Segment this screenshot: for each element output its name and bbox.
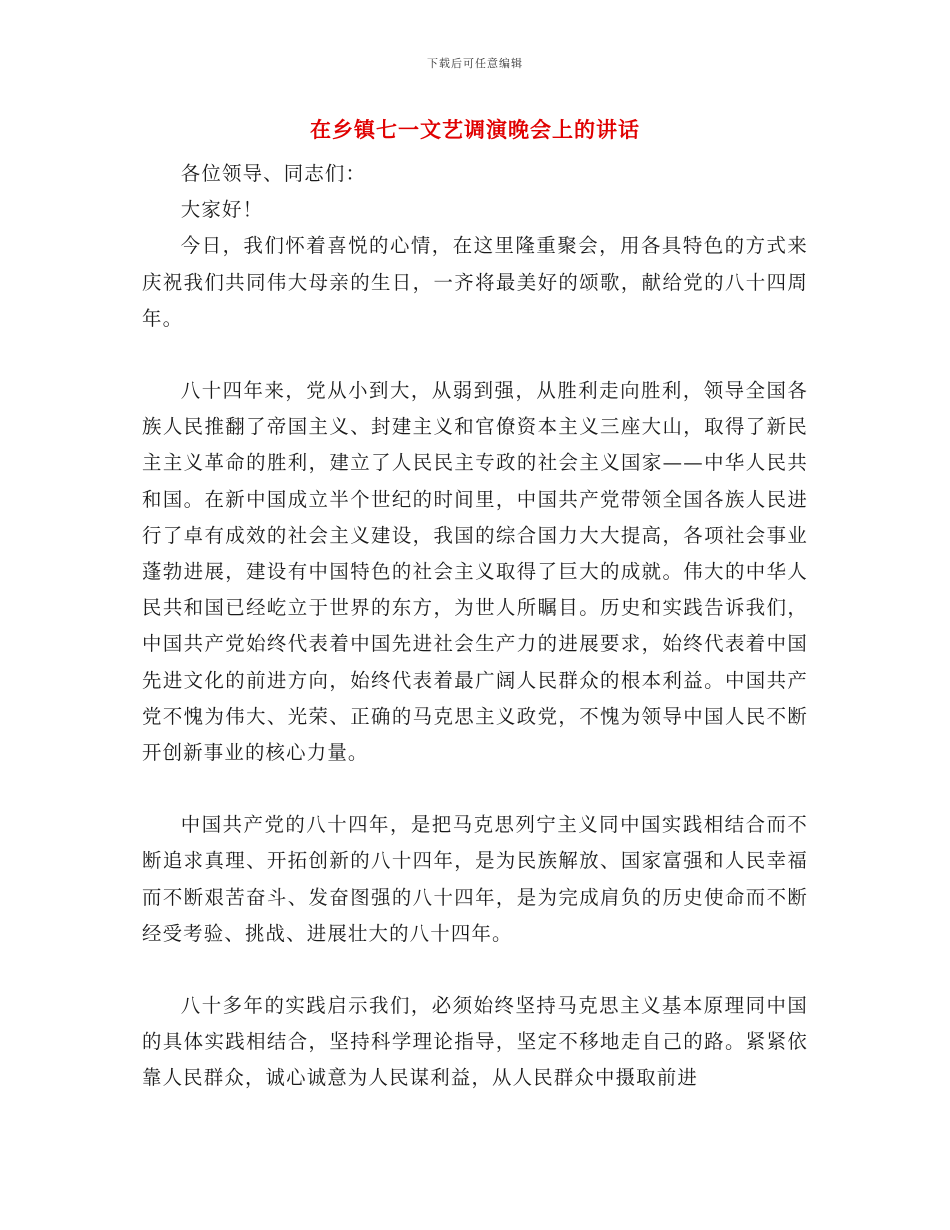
- paragraph-1: 今日，我们怀着喜悦的心情，在这里隆重聚会，用各具特色的方式来庆祝我们共同伟大母亲的生日，一齐将最美好的颂歌，献给党的八十四周年。: [142, 234, 808, 330]
- salutation: 各位领导、同志们：: [180, 162, 367, 185]
- paragraph-spacer: [142, 952, 808, 988]
- paragraph-spacer: [142, 337, 808, 373]
- paragraph-4: 八十多年的实践启示我们，必须始终坚持马克思主义基本原理同中国的具体实践相结合，坚持科学理论指导，坚定不移地走自己的路。紧紧依靠人民群众，诚心诚意为人民谋利益，从人民群众中摄取前进: [142, 994, 808, 1090]
- paragraph-2: 八十四年来，党从小到大，从弱到强，从胜利走向胜利，领导全国各族人民推翻了帝国主义、封建主义和官僚资本主义三座大山，取得了新民主主义革命的胜利，建立了人民民主专政的社会主义国家——中华人民共和国。在新中国成立半个世纪的时间里，中国共产党带领全国各族人民进行了卓有成效的社会主义建设，我国的综合国力大大提高，各项社会事业蓬勃进展，建设有中国特色的社会主义取得了巨大的成就。伟大的中华人民共和国已经屹立于世界的东方，为世人所瞩目。历史和实践告诉我们，中国共产党始终代表着中国先进社会生产力的进展要求，始终代表着中国先进文化的前进方向，始终代表着最广阔人民群众的根本利益。中国共产党不愧为伟大、光荣、正确的马克思主义政党，不愧为领导中国人民不断开创新事业的核心力量。: [142, 379, 808, 765]
- document-title: 在乡镇七一文艺调演晚会上的讲话: [310, 117, 640, 142]
- document-body: [142, 156, 808, 1097]
- paragraph-spacer: [142, 771, 808, 807]
- header-note: 下载后可任意编辑: [427, 57, 523, 70]
- paragraph-3: 中国共产党的八十四年，是把马克思列宁主义同中国实践相结合而不断追求真理、开拓创新的八十四年，是为民族解放、国家富强和人民幸福而不断艰苦奋斗、发奋图强的八十四年，是为完成肩负的历史使命而不断经受考验、挑战、进展壮大的八十四年。: [142, 813, 808, 945]
- greeting: 大家好！: [180, 198, 264, 222]
